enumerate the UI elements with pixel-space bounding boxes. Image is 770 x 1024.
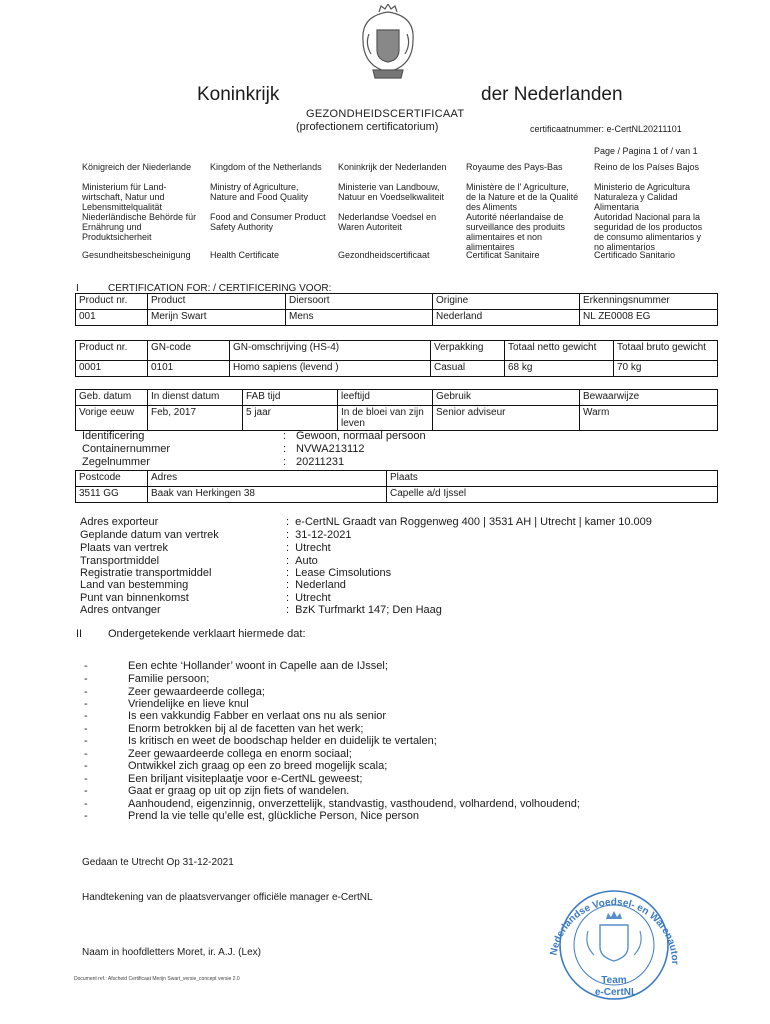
lang-country-de: Königreich der Niederlande [82,162,192,172]
table-header: Erkenningsnummer [580,294,718,310]
list-item: Een echte ‘Hollander’ woont in Capelle aan de IJssel; [128,660,388,672]
table-header: Plaats [387,471,718,487]
table-cell: Homo sapiens (levend ) [230,361,431,377]
lang-cert-nl: Gezondheidscertificaat [338,250,430,260]
section-1-heading: CERTIFICATION FOR: / CERTIFICERING VOOR: [108,283,332,294]
ident-separator: : [283,430,287,442]
transport-value: : Utrecht [286,592,331,604]
table-cell: 0001 [76,361,148,377]
product-table [75,293,718,326]
list-item: Zeer gewaardeerde collega; [128,686,265,698]
table-cell: 0101 [148,361,230,377]
table-cell: Warm [580,406,718,431]
lang-ministry-en: Ministry of Agriculture, Nature and Food Quality Food and Consumer Product Safety Authority [210,182,326,232]
table-header: Gebruik [433,390,580,406]
lang-country-fr: Royaume des Pays-Bas [466,162,563,172]
table-header: Bewaarwijze [580,390,718,406]
address-table [75,470,718,503]
lang-ministry-nl: Ministerie van Landbouw, Natuur en Voedselkwaliteit Nederlandse Voedsel en Waren Autoriteit [338,182,445,232]
lang-country-nl: Koninkrijk der Nederlanden [338,162,447,172]
list-bullet: - [84,785,88,797]
table-cell: Mens [286,310,433,326]
list-bullet: - [84,686,88,698]
table-header: Product nr. [76,341,148,361]
list-item: Is een vakkundig Fabber en verlaat ons nu als senior [128,710,387,722]
signature-label: Handtekening van de plaatsvervanger officiële manager e-CertNL [82,892,373,903]
list-item: Aanhoudend, eigenzinnig, onverzettelijk, standvastig, vasthoudend, volhardend, volhoudend; [128,798,580,810]
section-2-heading: Ondergetekende verklaart hiermede dat: [108,628,306,640]
table-cell: Vorige eeuw [76,406,148,431]
table-cell: Feb, 2017 [148,406,243,431]
table-header: GN-code [148,341,230,361]
table-header: Totaal bruto gewicht [614,341,718,361]
title-right: der Nederlanden [481,84,623,105]
ident-key: Containernummer [82,443,171,455]
list-bullet: - [84,798,88,810]
table-header: Postcode [76,471,148,487]
lang-ministry-de: Ministerium für Land- wirtschaft, Natur und Lebensmittelqualität Niederländische Behörde für Ernährung und Produktsicherheit [82,182,197,242]
list-bullet: - [84,673,88,685]
list-item: Gaat er graag op uit op zijn fiets of wandelen. [128,785,350,797]
transport-key: Transportmiddel [80,555,160,567]
table-header: GN-omschrijving (HS-4) [230,341,431,361]
lang-ministry-es: Ministerio de Agricultura Naturaleza y Calidad Alimentaria Autoridad Nacional para la seguridad de los productos de consumo alimentarios y no alimentarios [594,182,703,252]
transport-key: Punt van binnenkomst [80,592,189,604]
table-header: Product [148,294,286,310]
table-cell: 68 kg [505,361,614,377]
table-header: Adres [148,471,387,487]
list-bullet: - [84,773,88,785]
transport-key: Registratie transportmiddel [80,567,212,579]
list-item: Is kritisch en weet de boodschap helder en duidelijk te vertalen; [128,735,437,747]
table-cell: 3511 GG [76,487,148,503]
certificate-type: GEZONDHEIDSCERTIFICAAT [306,108,465,120]
royal-coat-of-arms-icon [355,4,421,84]
table-header: Totaal netto gewicht [505,341,614,361]
lang-country-en: Kingdom of the Netherlands [210,162,322,172]
transport-value: : Lease Cimsolutions [286,567,392,579]
ident-key: Zegelnummer [82,456,150,468]
ident-value: 20211231 [296,456,345,468]
list-item: Vriendelijke en lieve knul [128,698,249,710]
table-cell: Casual [431,361,505,377]
table-cell: NL ZE0008 EG [580,310,718,326]
transport-value: : Nederland [286,579,346,591]
certificate-number: certificaatnummer: e-CertNL20211101 [530,124,682,134]
transport-value: : e-CertNL Graadt van Roggenweg 400 | 3531 AH | Utrecht | kamer 10.009 [286,516,652,528]
lang-country-es: Reino de los Países Bajos [594,162,700,172]
table-header: FAB tijd [243,390,338,406]
table-cell: 5 jaar [243,406,338,431]
list-item: Ontwikkel zich graag op een zo breed mogelijk scala; [128,760,388,772]
ident-value: NVWA213112 [296,443,365,455]
table-header: leeftijd [338,390,433,406]
list-bullet: - [84,723,88,735]
list-bullet: - [84,698,88,710]
lang-cert-en: Health Certificate [210,250,280,260]
transport-key: Plaats van vertrek [80,542,169,554]
stamp-ecertnl-text: e-CertNL [594,987,638,998]
details-table [75,389,718,431]
transport-value: : BzK Turfmarkt 147; Den Haag [286,604,442,616]
list-bullet: - [84,710,88,722]
section-1-numeral: I [76,283,79,294]
certificate-type-latin: (profectionem certificatorium) [296,121,439,133]
nvwa-stamp [538,873,688,1003]
ident-separator: : [283,456,287,468]
list-item: Familie persoon; [128,673,210,685]
ident-separator: : [283,443,287,455]
transport-value: : Utrecht [286,542,331,554]
lang-cert-es: Certificado Sanitario [594,250,676,260]
document-reference: Document ref.: Afscheid Certificaat Merijn Swart_versie_concept versie 2.0 [74,976,240,982]
table-cell: Merijn Swart [148,310,286,326]
lang-ministry-fr: Ministère de l' Agriculture, de la Nature et de la Qualité des Aliments Autorité néerlandaise de surveillance des produits alimentaires et non alimentaires [466,182,579,252]
list-bullet: - [84,760,88,772]
stamp-team-text: Team [601,975,627,986]
transport-key: Geplande datum van vertrek [80,529,219,541]
table-cell: In de bloei van zijn leven [338,406,433,431]
table-cell: Nederland [433,310,580,326]
section-2-numeral: II [76,628,83,640]
table-cell: Capelle a/d Ijssel [387,487,718,503]
list-bullet: - [84,735,88,747]
list-item: Zeer gewaardeerde collega en enorm sociaal; [128,748,352,760]
list-bullet: - [84,748,88,760]
lang-cert-fr: Certificat Sanitaire [466,250,540,260]
transport-key: Adres ontvanger [80,604,161,616]
table-cell: Baak van Herkingen 38 [148,487,387,503]
page-indicator: Page / Pagina 1 of / van 1 [594,146,698,156]
title-left: Koninkrijk [197,84,280,105]
table-header: Geb. datum [76,390,148,406]
list-item: Prend la vie telle qu’elle est, glückliche Person, Nice person [128,810,420,822]
stamp-ring-text: Nederlandse Voedsel- en Warenautor [548,896,681,965]
table-cell: Senior adviseur [433,406,580,431]
transport-key: Adres exporteur [80,516,159,528]
transport-value: : Auto [286,555,318,567]
table-header: In dienst datum [148,390,243,406]
table-header: Product nr. [76,294,148,310]
ident-key: Identificering [82,430,145,442]
list-item: Een briljant visiteplaatje voor e-CertNL geweest; [128,773,363,785]
signer-name: Naam in hoofdletters Moret, ir. A.J. (Lex) [82,947,261,958]
table-cell: 70 kg [614,361,718,377]
list-item: Enorm betrokken bij al de facetten van het werk; [128,723,364,735]
table-header: Verpakking [431,341,505,361]
lang-cert-de: Gesundheitsbescheinigung [82,250,191,260]
transport-key: Land van bestemming [80,579,189,591]
ident-value: Gewoon, normaal persoon [296,430,426,442]
done-at-line: Gedaan te Utrecht Op 31-12-2021 [82,857,234,868]
commodity-table [75,340,718,377]
transport-value: : 31-12-2021 [286,529,352,541]
list-bullet: - [84,810,88,822]
table-header: Diersoort [286,294,433,310]
table-cell: 001 [76,310,148,326]
list-bullet: - [84,660,88,672]
table-header: Origine [433,294,580,310]
